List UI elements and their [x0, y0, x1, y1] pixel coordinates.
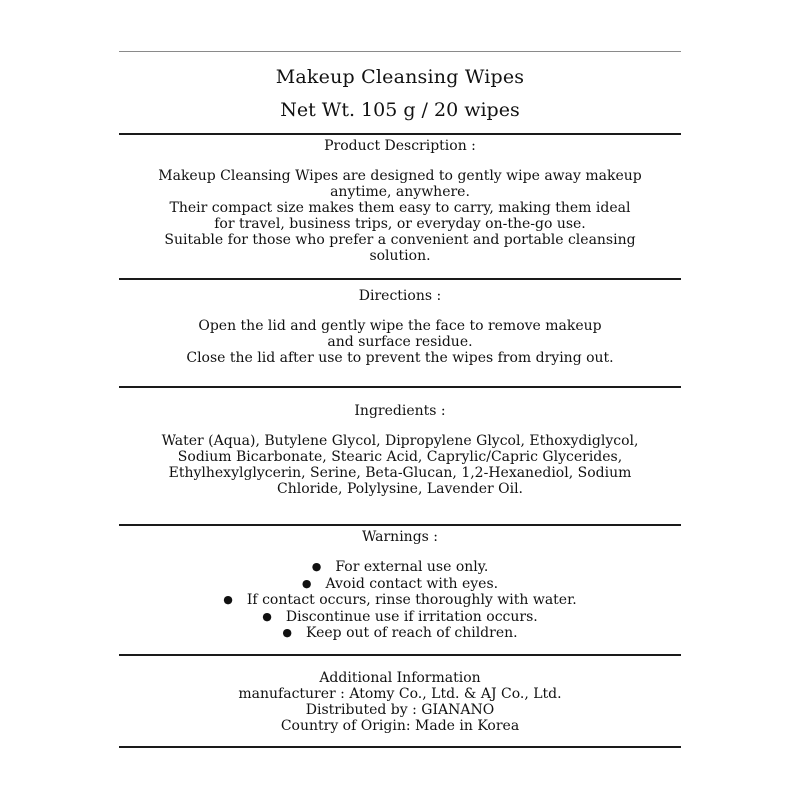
ingredients-text — [119, 433, 681, 497]
ingredients-line: Sodium Bicarbonate, Stearic Acid, Caprylic/Capric Glycerides, — [177, 449, 623, 465]
description-line: for travel, business trips, or everyday on-the-go use. — [214, 216, 586, 232]
warning-item: ● If contact occurs, rinse thoroughly with water. — [119, 592, 681, 609]
bottom-divider — [119, 746, 681, 748]
product-title: Makeup Cleansing Wipes — [275, 66, 525, 88]
top-divider — [119, 51, 681, 52]
directions-text — [119, 318, 681, 366]
net-weight: Net Wt. 105 g / 20 wipes — [280, 99, 520, 121]
additional-line: Country of Origin: Made in Korea — [280, 718, 520, 734]
warning-item: ● For external use only. — [119, 559, 681, 576]
description-line: Suitable for those who prefer a convenient and portable cleansing — [164, 232, 636, 248]
section-divider-additional — [119, 654, 681, 656]
section-heading-ingredients: Ingredients : — [354, 403, 446, 419]
section-divider-directions — [119, 278, 681, 280]
section-heading-warnings: Warnings : — [361, 529, 439, 545]
directions-line: Close the lid after use to prevent the wipes from drying out. — [186, 350, 614, 366]
warning-item: ● Discontinue use if irritation occurs. — [119, 609, 681, 626]
description-line: Their compact size makes them easy to carry, making them ideal — [169, 200, 631, 216]
warnings-list-wrap — [119, 559, 681, 642]
section-divider-ingredients — [119, 386, 681, 388]
warning-item: ● Keep out of reach of children. — [119, 625, 681, 642]
section-divider-description — [119, 133, 681, 135]
additional-line: Distributed by : GIANANO — [305, 702, 495, 718]
section-heading-directions: Directions : — [358, 288, 442, 304]
description-line: anytime, anywhere. — [330, 184, 470, 200]
additional-information-text — [119, 686, 681, 734]
section-heading-description: Product Description : — [324, 138, 476, 154]
description-line: solution. — [369, 248, 431, 264]
directions-line: and surface residue. — [327, 334, 473, 350]
additional-line: manufacturer : Atomy Co., Ltd. & AJ Co., Ltd. — [238, 686, 562, 702]
warnings-list — [119, 559, 681, 642]
section-divider-warnings — [119, 524, 681, 526]
ingredients-line: Chloride, Polylysine, Lavender Oil. — [277, 481, 523, 497]
ingredients-line: Water (Aqua), Butylene Glycol, Dipropylene Glycol, Ethoxydiglycol, — [161, 433, 639, 449]
warning-item: ● Avoid contact with eyes. — [119, 576, 681, 593]
ingredients-line: Ethylhexylglycerin, Serine, Beta-Glucan, 1,2-Hexanediol, Sodium — [168, 465, 632, 481]
description-line: Makeup Cleansing Wipes are designed to gently wipe away makeup — [158, 168, 642, 184]
description-text — [119, 168, 681, 264]
section-heading-additional: Additional Information — [319, 670, 481, 686]
directions-line: Open the lid and gently wipe the face to remove makeup — [198, 318, 602, 334]
